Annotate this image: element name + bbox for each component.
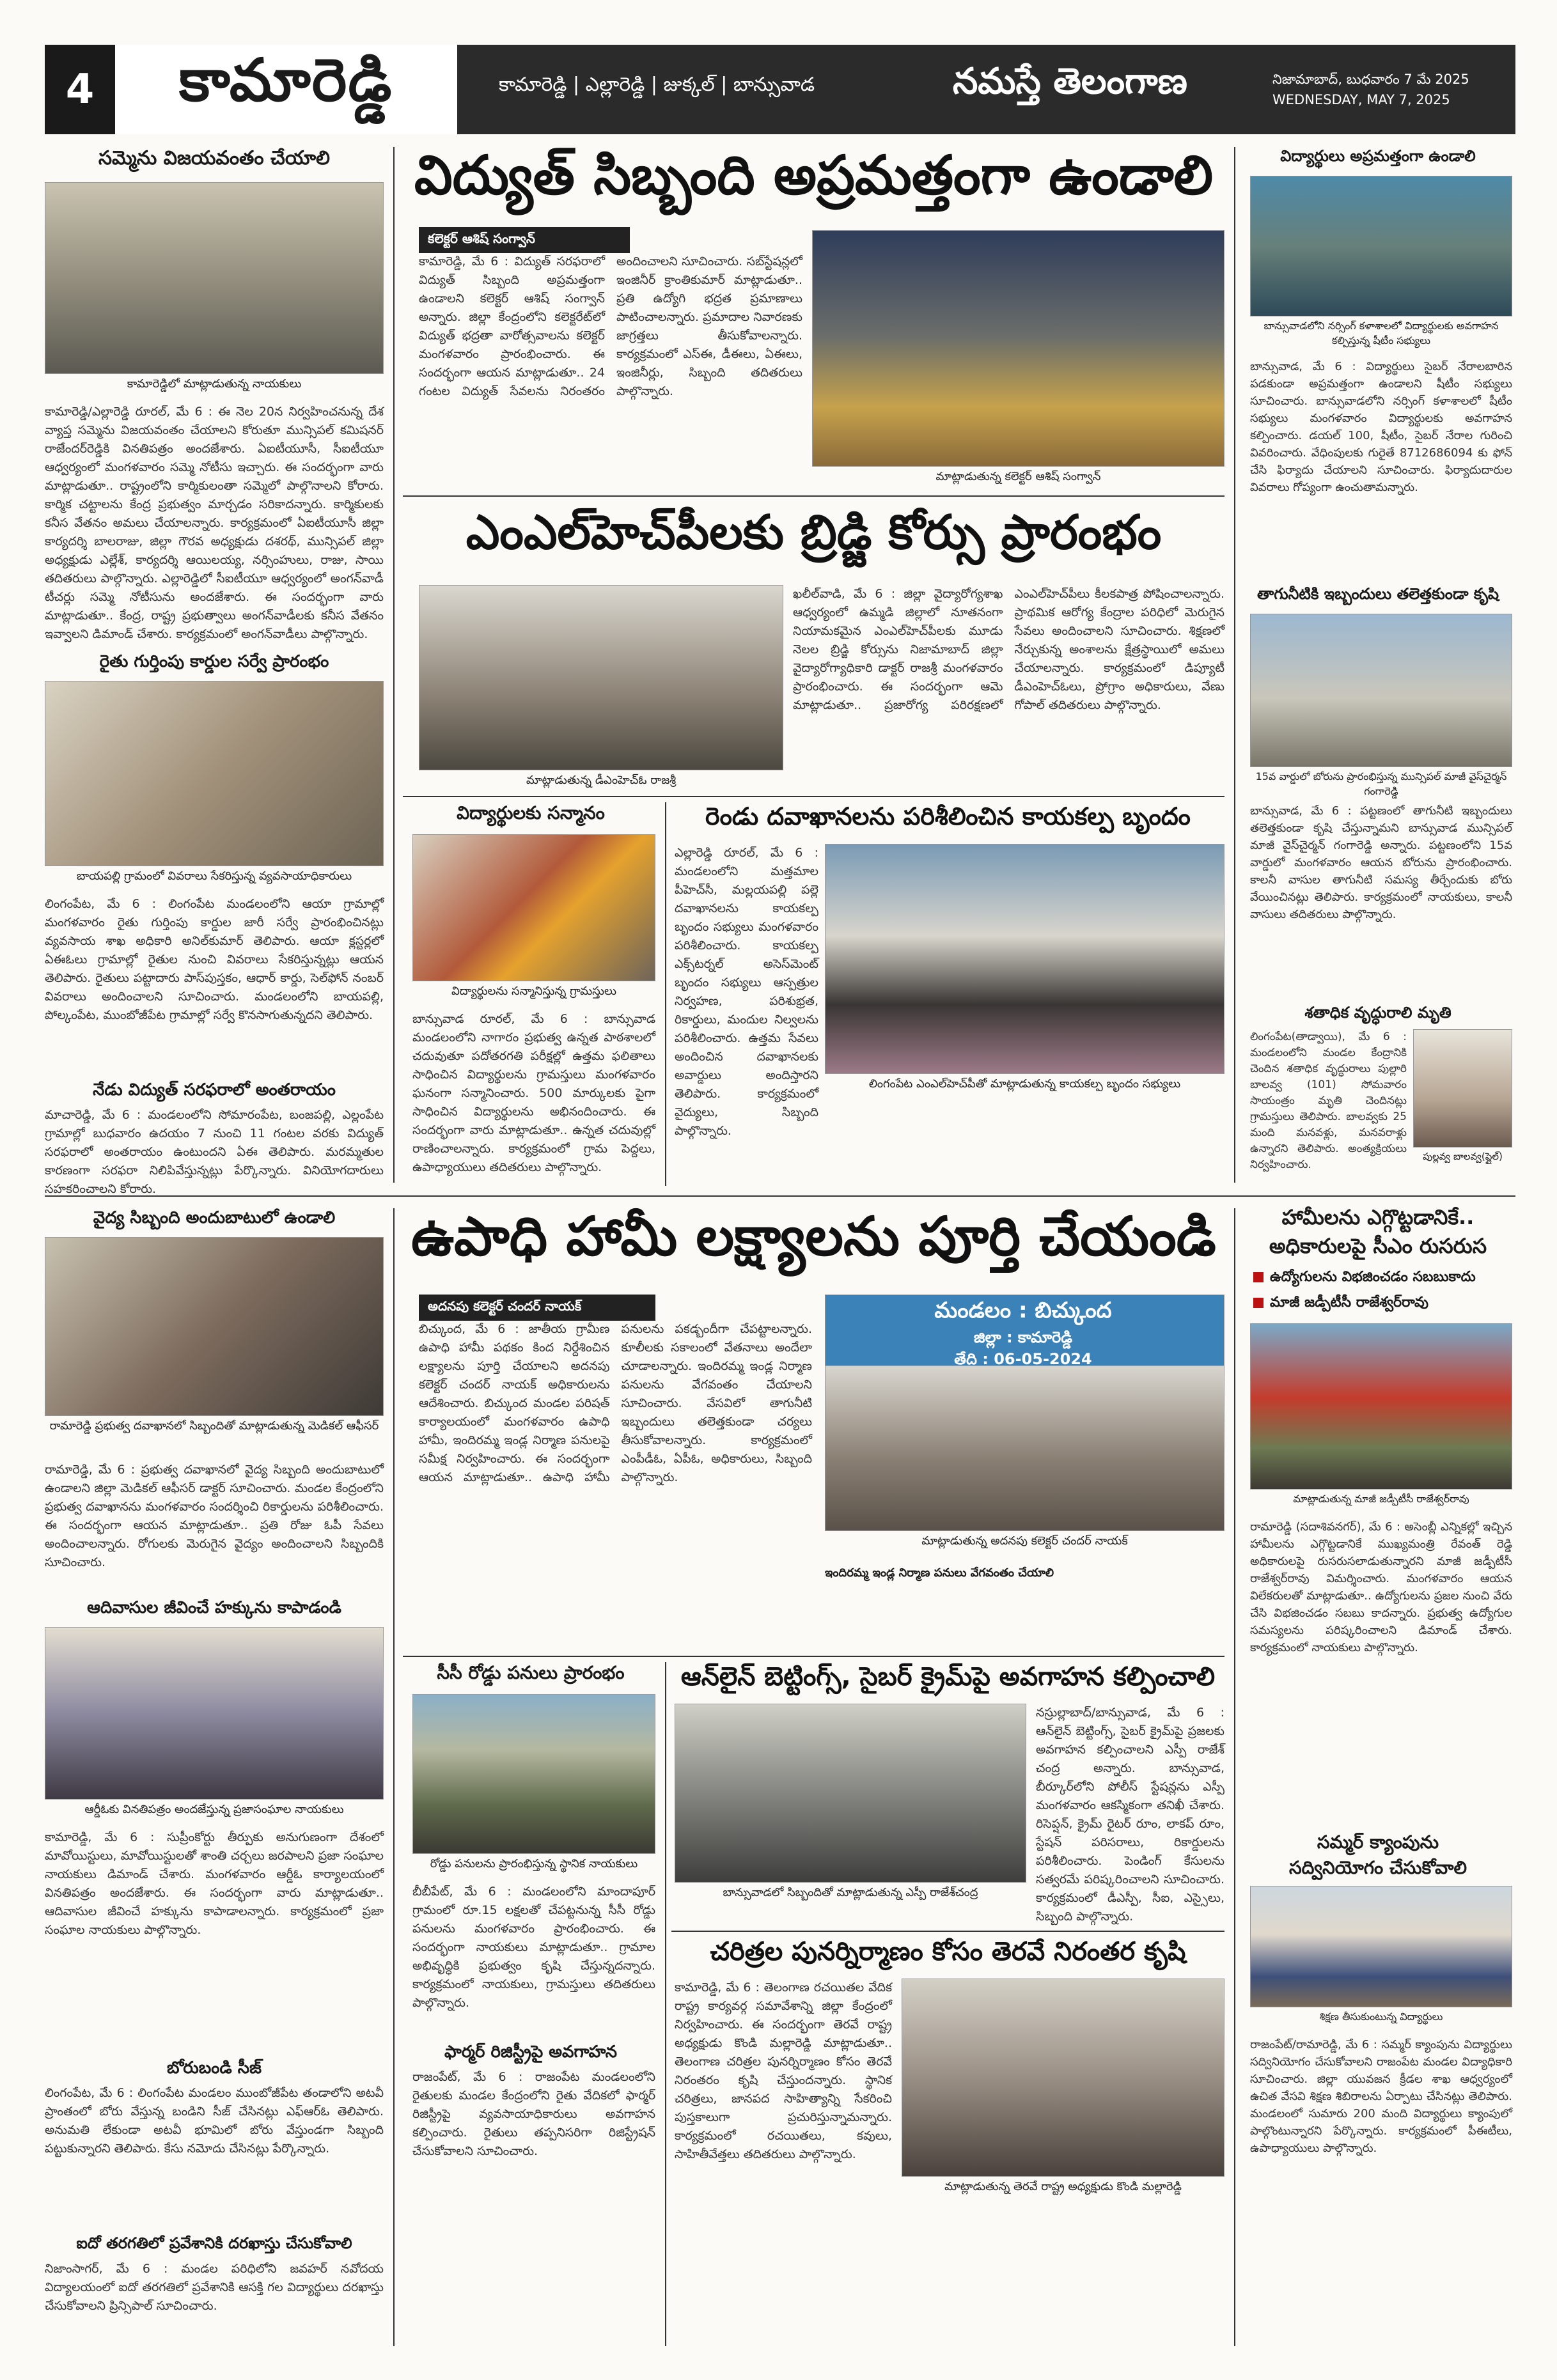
date-te: నిజామాబాద్, బుధవారం 7 మే 2025: [1272, 72, 1469, 87]
story-photo: [825, 844, 1224, 1074]
photo-caption: రామారెడ్డి ప్రభుత్వ దవాఖానలో సిబ్బందితో మాట్లాడుతున్న మెడికల్ ఆఫీసర్: [49, 1419, 379, 1433]
story-body: నస్రుల్లాబాద్/బాన్సువాడ, మే 6 : ఆన్‌లైన్ బెట్టింగ్స్, సైబర్ క్రైమ్‌పై ప్రజలకు అవగాహన కల్పించాలని ఎస్పీ రాజేశ్ చంద్ర అన్నారు. బాన్సువాడ, బీర్కూర్‌లోని పోలీస్ స్టేషన్లను ఎస్పీ మంగళవారం ఆకస్మికంగా తనిఖీ చేశారు. రిసెప్షన్, క్రైమ్ రైటర్ రూం, లాకప్ రూం, స్టేషన్ పరిసరాలు, రికార్డులను పరిశీలించారు. పెండింగ్ కేసులను సత్వరమే పరిష్కరించాలని సూచించారు. కార్యక్రమంలో డీఎస్పీ, సీఐ, ఎస్సైలు, సిబ్బంది పాల్గొన్నారు.: [1036, 1706, 1224, 1924]
bullet-text: మాజీ జడ్పీటీసీ రాజేశ్వర్‌రావు: [1270, 1295, 1428, 1311]
photo-caption: ఆర్డీఓకు వినతిపత్రం అందజేస్తున్న ప్రజాసంఘాల నాయకులు: [84, 1803, 344, 1816]
story-photo: [412, 1694, 655, 1854]
story-body: ఖలీల్‌వాడి, మే 6 : జిల్లా వైద్యారోగ్యశాఖ ఆధ్వర్యంలో ఉమ్మడి జిల్లాలో నూతనంగా నియామకమైన ఎంఎల్‌హెచ్‌పీలకు మూడు నెలల బ్రిడ్జి కోర్సును నిజామాబాద్ జిల్లా వైద్యారోగ్యాధికారి డాక్టర్ రాజశ్రీ మంగళవారం ప్రారంభించారు. ఈ సందర్భంగా ఆమె మాట్లాడుతూ.. ప్రజారోగ్య పరిరక్షణలో ఎంఎల్‌హెచ్‌పీలు కీలకపాత్ర పోషించాలన్నారు. ప్రాథమిక ఆరోగ్య కేంద్రాల పరిధిలో మెరుగైన సేవలు అందించాలని సూచించారు. శిక్షణలో నేర్చుకున్న అంశాలను క్షేత్రస్థాయిలో అమలు చేయాలన్నారు. కార్యక్రమంలో డిప్యూటీ డీఎంహెచ్‌ఓలు, ప్రోగ్రాం అధికారులు, వేణు గోపాల్ తదితరులు పాల్గొన్నారు.: [793, 587, 1224, 712]
story-body: రామారెడ్డి, మే 6 : ప్రభుత్వ దవాఖానలో వైద్య సిబ్బంది అందుబాటులో ఉండాలని జిల్లా మెడికల్ ఆఫీసర్ డాక్టర్ సూచించారు. మండల కేంద్రంలోని ప్రభుత్వ దవాఖానను మంగళవారం సందర్శించి రికార్డులను పరిశీలించారు. ఈ సందర్భంగా ఆయన మాట్లాడుతూ.. ప్రతి రోజు ఓపీ సేవలు అందించాలన్నారు. రోగులకు మెరుగైన వైద్యం అందించాలని సిబ్బందికి సూచించారు.: [45, 1463, 384, 1569]
subsections: కామారెడ్డి | ఎల్లారెడ్డి | జుక్కల్ | బాన్సువాడ: [499, 74, 815, 96]
story-body: బీబీపేట్, మే 6 : మండలంలోని మాందాపూర్ గ్రామంలో రూ.15 లక్షలతో చేపట్టనున్న సీసీ రోడ్డు పనులను మంగళవారం ప్రారంభించారు. ఈ సందర్భంగా నాయకులు మాట్లాడుతూ.. గ్రామాల అభివృద్ధికి ప్రభుత్వం కృషి చేస్తున్నదన్నారు. కార్యక్రమంలో నాయకులు, గ్రామస్తులు తదితరులు పాల్గొన్నారు.: [412, 1885, 655, 2010]
byline: అదనపు కలెక్టర్ చందర్ నాయక్: [419, 1295, 655, 1321]
story-photo: [45, 681, 384, 866]
story-subhead: ఇందిరమ్మ ఇండ్ల నిర్మాణ పనులు వేగవంతం చేయాలి: [825, 1566, 1054, 1580]
story-bullet: [1253, 1295, 1515, 1314]
lead-headline: విద్యుత్ సిబ్బంది అప్రమత్తంగా ఉండాలి: [414, 144, 1214, 206]
story-body: బాన్సువాడ, మే 6 : విద్యార్థులు సైబర్ నేరాలబారిన పడకుండా అప్రమత్తంగా ఉండాలని షీటీం సభ్యులు సూచించారు. బాన్సువాడలోని నర్సింగ్ కళాశాలలో షీటీం సభ్యులు మంగళవారం విద్యార్థులకు అవగాహన కల్పించారు. డయల్ 100, షీటీం, సైబర్ నేరాల గురించి వివరించారు. వేధింపులకు గురైతే 8712686094 కు ఫోన్ చేసి ఫిర్యాదు చేయాలని సూచించారు. ఫిర్యాదుదారుల వివరాలు గోప్యంగా ఉంచుతామన్నారు.: [1250, 360, 1512, 494]
section-title: కామారెడ్డి: [179, 46, 393, 114]
story-title: నేడు విద్యుత్ సరఫరాలో అంతరాయం: [93, 1080, 336, 1100]
story-photo: [45, 1237, 384, 1416]
story-headline: రెండు దవాఖానలను పరిశీలించిన కాయకల్ప బృందం: [705, 802, 1191, 830]
column-rule: [1234, 1208, 1235, 2346]
brand-logo: నమస్తే తెలంగాణ: [953, 61, 1187, 102]
photo-caption: మాట్లాడుతున్న అదనపు కలెక్టర్ చందర్ నాయక్: [921, 1534, 1128, 1548]
photo-caption: బాన్సువాడలో సిబ్బందితో మాట్లాడుతున్న ఎస్పీ రాజేశ్‌చంద్ర: [723, 1886, 978, 1899]
story-photo: [1250, 1323, 1512, 1489]
story-headline: చరిత్రల పునర్నిర్మాణం కోసం తెరవే నిరంతర కృషి: [710, 1937, 1186, 1966]
story-title: అధికారులపై సీఎం రుసరుస: [1269, 1234, 1487, 1258]
story-photo: [1250, 614, 1512, 767]
story-title: బోరుబండి సీజ్: [166, 2058, 262, 2078]
story-photo: [45, 182, 384, 374]
story-title: ఆదివాసుల జీవించే హక్కును కాపాడండి: [87, 1598, 341, 1617]
story-rule: [403, 1656, 1224, 1657]
photo-caption: మాట్లాడుతున్న డీఎంహెచ్‌ఓ రాజశ్రీ: [526, 774, 677, 787]
story-body: రాజంపేట్/రామారెడ్డి, మే 6 : సమ్మర్ క్యాంపును విద్యార్థులు సద్వినియోగం చేసుకోవాలని రాజంపేట మండల విద్యాధికారి సూచించారు. జిల్లా యువజన క్రీడల శాఖ ఆధ్వర్యంలో ఉచిత వేసవి శిక్షణ శిబిరాలను ఏర్పాటు చేసినట్లు తెలిపారు. మండలంలో సుమారు 200 మంది విద్యార్థులు క్యాంపులో పాల్గొంటున్నారని పేర్కొన్నారు. కార్యక్రమంలో పీఈటీలు, ఉపాధ్యాయులు పాల్గొన్నారు.: [1250, 2038, 1512, 2155]
story-rule: [403, 495, 1224, 497]
story-body: రామారెడ్డి (సదాశివనగర్), మే 6 : అసెంబ్లీ ఎన్నికల్లో ఇచ్చిన హామీలను ఎగ్గొట్టడానికే ముఖ్యమంత్రి రేవంత్ రెడ్డి అధికారులపై రుసరుసలాడుతున్నారని మాజీ జడ్పీటీసీ రాజేశ్వర్‌రావు విమర్శించారు. మంగళవారం ఆయన విలేకరులతో మాట్లాడుతూ.. ఉద్యోగులను ప్రజల నుంచి వేరు చేసి విభజించడం సబబు కాదన్నారు. ప్రభుత్వ ఉద్యోగుల సమస్యలను పరిష్కరించాలని డిమాండ్ చేశారు. కార్యక్రమంలో నాయకులు పాల్గొన్నారు.: [1250, 1520, 1512, 1654]
story-title: రైతు గుర్తింపు కార్డుల సర్వే ప్రారంభం: [99, 652, 329, 671]
photo-caption: రోడ్డు పనులను ప్రారంభిస్తున్న స్థానిక నాయకులు: [430, 1857, 638, 1871]
photo-caption: బాన్సువాడలోని నర్సింగ్ కళాశాలలో విద్యార్థులకు అవగాహన కల్పిస్తున్న షీటీం సభ్యులు: [1264, 320, 1499, 346]
story-title: ఐదో తరగతిలో ప్రవేశానికి దరఖాస్తు చేసుకోవాలి: [76, 2234, 352, 2252]
story-body: కామారెడ్డి, మే 6 : విద్యుత్ సరఫరాలో విద్యుత్ సిబ్బంది అప్రమత్తంగా ఉండాలని కలెక్టర్ ఆశిష్ సంగ్వాన్ అన్నారు. జిల్లా కేంద్రంలోని కలెక్టరేట్‌లో విద్యుత్ భద్రతా వారోత్సవాలను కలెక్టర్ మంగళవారం ప్రారంభించారు. ఈ సందర్భంగా ఆయన మాట్లాడుతూ.. 24 గంటల విద్యుత్ సేవలను నిరంతరం అందించాలని సూచించారు. సబ్‌స్టేషన్లలో ఇంజినీర్ క్రాంతికుమార్ మాట్లాడుతూ.. ప్రతి ఉద్యోగి భద్రత ప్రమాణాలు పాటించాలన్నారు. ప్రమాదాల నివారణకు జాగ్రత్తలు తీసుకోవాలన్నారు. కార్యక్రమంలో ఎస్‌ఈ, డీఈలు, ఏఈలు, ఇంజినీర్లు, సిబ్బంది తదితరులు పాల్గొన్నారు.: [419, 254, 802, 398]
story-photo: [1250, 1886, 1512, 2007]
bullet-marker: [1253, 1298, 1264, 1308]
story-title: వైద్య సిబ్బంది అందుబాటులో ఉండాలి: [93, 1208, 336, 1227]
story-body: లింగంపేట, మే 6 : లింగంపేట మండలం ముంబోజీపేట తండాలోని అటవీ ప్రాంతంలో బోరు వేస్తున్న బండిని సీజ్ చేసినట్లు ఎఫ్‌ఆర్‌ఓ తెలిపారు. అనుమతి లేకుండా అటవీ భూమిలో బోరు వేస్తుండగా సిబ్బంది పట్టుకున్నారని తెలిపారు. కేసు నమోదు చేసినట్లు పేర్కొన్నారు.: [45, 2086, 384, 2156]
photo-caption: కామారెడ్డిలో మాట్లాడుతున్న నాయకులు: [127, 377, 302, 391]
photo-caption: శిక్షణ తీసుకుంటున్న విద్యార్థులు: [1319, 2011, 1443, 2023]
story-body: లింగంపేట(తాడ్వాయి), మే 6 : మండలంలోని మండల కేంద్రానికి చెందిన శతాధిక వృద్ధురాలు పుల్లారి బాలవ్వ (101) సోమవారం సాయంత్రం మృతి చెందినట్లు గ్రామస్తులు తెలిపారు. బాలవ్వకు 25 మంది మనవళ్లు, మనవరాళ్లు ఉన్నారని తెలిపారు. అంత్యక్రియలు నిర్వహించారు.: [1250, 1031, 1407, 1171]
story-title: హామీలను ఎగ్గొట్టడానికే..: [1281, 1205, 1475, 1229]
story-photo: [675, 1704, 1026, 1883]
date-en: WEDNESDAY, MAY 7, 2025: [1272, 92, 1450, 107]
story-title: తాగునీటికి ఇబ్బందులు తలెత్తకుండా కృషి: [1256, 585, 1499, 603]
story-photo: [412, 834, 655, 981]
story-headline: ఉపాధి హామీ లక్ష్యాలను పూర్తి చేయండి: [411, 1205, 1216, 1268]
story-photo: [1250, 176, 1512, 316]
portrait-photo: [1413, 1029, 1512, 1147]
story-title: శతాధిక వృద్ధురాలి మృతి: [1304, 1004, 1451, 1022]
column-rule: [393, 147, 395, 1183]
story-title: సమ్మెను విజయవంతం చేయాలి: [98, 147, 331, 169]
bullet-text: ఉద్యోగులను విభజించడం సబబుకాదు: [1270, 1269, 1476, 1285]
photo-caption: మాట్లాడుతున్న మాజీ జడ్పీటీసీ రాజేశ్వర్‌రావు: [1293, 1493, 1469, 1505]
story-bullet: [1253, 1269, 1515, 1288]
story-title: సీసీ రోడ్డు పనులు ప్రారంభం: [437, 1662, 625, 1683]
column-rule: [1234, 147, 1235, 1183]
story-body: కామారెడ్డి/ఎల్లారెడ్డి రూరల్, మే 6 : ఈ నెల 20న నిర్వహించనున్న దేశ వ్యాప్త సమ్మెను విజయవంతం చేయాలని కోరుతూ మున్సిపల్ కమిషనర్ రాజేందర్‌రెడ్డికి వినతిపత్రం అందజేశారు. ఏఐటీయూసీ, సీఐటీయూ ఆధ్వర్యంలో మంగళవారం సమ్మె నోటీసు ఇచ్చారు. ఈ సందర్భంగా వారు మాట్లాడుతూ.. రాష్ట్రంలోని కార్మికులంతా సమ్మెలో పాల్గొనాలని కోరారు. కార్మిక చట్టాలను కేంద్ర ప్రభుత్వం మార్చడం సరికాదన్నారు. కార్మికులకు కనీస వేతనం అమలు చేయాలన్నారు. కార్యక్రమంలో ఏఐటీయూసీ జిల్లా కార్యదర్శి బాలరాజు, జిల్లా గౌరవ అధ్యక్షుడు దశరథ్, మున్సిపల్ జిల్లా అధ్యక్షుడు ఎల్లేశ్, కార్యదర్శి ఆయిలయ్య, నర్సింహులు, రాజు, సాయి తదితరులు పాల్గొన్నారు. ఎల్లారెడ్డిలో సీఐటీయూ ఆధ్వర్యంలో అంగన్‌వాడీ టీచర్లు సమ్మె నోటీసును అందజేశారు. ఈ సందర్భంగా వారు మాట్లాడుతూ.. కేంద్ర, రాష్ట్ర ప్రభుత్వాలు అంగన్‌వాడీలకు కనీస వేతనం ఇవ్వాలని డిమాండ్ చేశారు. కార్యక్రమంలో అంగన్‌వాడీలు పాల్గొన్నారు.: [45, 405, 384, 641]
column-rule: [665, 802, 666, 1186]
story-title: సద్వినియోగం చేసుకోవాలి: [1289, 1857, 1467, 1878]
byline: కలెక్టర్ ఆశిష్ సంగ్వాన్: [419, 227, 630, 253]
story-headline: ఆన్‌లైన్ బెట్టింగ్స్, సైబర్ క్రైమ్‌పై అవగాహన కల్పించాలి: [680, 1662, 1216, 1692]
photo-caption: మాట్లాడుతున్న కలెక్టర్ ఆశిష్ సంగ్వాన్: [935, 470, 1101, 483]
section-rule: [45, 1195, 1515, 1197]
story-title: విద్యార్థులు అప్రమత్తంగా ఉండాలి: [1280, 147, 1476, 165]
story-photo: [902, 1979, 1224, 2177]
story-title: విద్యార్థులకు సన్మానం: [457, 802, 605, 823]
story-body: నిజాంసాగర్, మే 6 : మండల పరిధిలోని జవహర్ నవోదయ విద్యాలయంలో ఐదో తరగతిలో ప్రవేశానికి ఆసక్తి గల విద్యార్థులు దరఖాస్తు చేసుకోవాలని ప్రిన్సిపాల్ సూచించారు.: [45, 2262, 384, 2313]
column-rule: [665, 1662, 666, 2346]
story-body: కామారెడ్డి, మే 6 : తెలంగాణ రచయితల వేదిక రాష్ట్ర కార్యవర్గ సమావేశాన్ని జిల్లా కేంద్రంలో నిర్వహించారు. ఈ సందర్భంగా తెరవే రాష్ట్ర అధ్యక్షుడు కొండి మల్లారెడ్డి మాట్లాడుతూ.. తెలంగాణ చరిత్రల పునర్నిర్మాణం కోసం తెరవే నిరంతరం కృషి చేస్తుందన్నారు. స్థానిక చరిత్రలు, జానపద సాహిత్యాన్ని సేకరించి పుస్తకాలుగా ప్రచురిస్తున్నామన్నారు. కార్యక్రమంలో రచయితలు, కవులు, సాహితీవేత్తలు తదితరులు పాల్గొన్నారు.: [675, 1980, 892, 2161]
page-number: 4: [45, 45, 115, 134]
column-rule: [393, 1208, 395, 2346]
story-rule: [671, 1931, 1224, 1932]
photo-caption: 15వ వార్డులో బోరును ప్రారంభిస్తున్న మున్సిపల్ మాజీ వైస్‌చైర్మన్ గంగారెడ్డి: [1255, 770, 1507, 797]
story-body: ఎల్లారెడ్డి రూరల్, మే 6 : మండలంలోని మత్తమాల పీహెచ్‌సీ, మల్లయపల్లి పల్లె దవాఖానలను కాయకల్ప బృందం సభ్యులు మంగళవారం పరిశీలించారు. కాయకల్ప ఎక్స్‌టర్నల్ అసెస్‌మెంట్ బృందం సభ్యులు ఆస్పత్రుల నిర్వహణ, పరిశుభ్రత, రికార్డులు, మందుల నిల్వలను పరిశీలించారు. ఉత్తమ సేవలు అందించిన దవాఖానలకు అవార్డులు అందిస్తారని తెలిపారు. కార్యక్రమంలో వైద్యులు, సిబ్బంది పాల్గొన్నారు.: [675, 846, 818, 1138]
story-photo: [812, 230, 1224, 467]
story-rule: [403, 796, 1224, 797]
banner-mandal: మండలం : బిచ్కుంద: [934, 1298, 1112, 1323]
story-body: బాన్సువాడ రూరల్, మే 6 : బాన్సువాడ మండలంలోని నాగారం ప్రభుత్వ ఉన్నత పాఠశాలలో చదువుతూ పదోతరగతి పరీక్షల్లో ఉత్తమ ఫలితాలు సాధించిన విద్యార్థులను గ్రామస్తులు మంగళవారం ఘనంగా సన్మానించారు. 500 మార్కులకు పైగా సాధించిన విద్యార్థులను అభినందించారు. ఈ సందర్భంగా వారు మాట్లాడుతూ.. ఉన్నత చదువుల్లో రాణించాలన్నారు. కార్యక్రమంలో గ్రామ పెద్దలు, ఉపాధ్యాయులు తదితరులు పాల్గొన్నారు.: [412, 1012, 655, 1174]
story-body: మాచారెడ్డి, మే 6 : మండలంలోని సోమారంపేట, బంజపల్లి, ఎల్లంపేట గ్రామాల్లో బుధవారం ఉదయం 7 నుంచి 11 గంటల వరకు విద్యుత్ సరఫరాలో అంతరాయం ఉంటుందని ఏఈ తెలిపారు. మరమ్మతుల కారణంగా సరఫరా నిలిపివేస్తున్నట్లు పేర్కొన్నారు. వినియోగదారులు సహకరించాలని కోరారు.: [45, 1108, 384, 1196]
photo-caption: బాయపల్లి గ్రామంలో వివరాలు సేకరిస్తున్న వ్యవసాయాధికారులు: [76, 869, 352, 883]
meeting-banner: [838, 1298, 1209, 1372]
story-photo: [45, 1627, 384, 1800]
bullet-marker: [1253, 1272, 1264, 1282]
story-body: రాజంపేట్, మే 6 : రాజంపేట మండలంలోని రైతులకు మండల కేంద్రంలోని రైతు వేదికలో ఫార్మర్ రిజిస్ట్రీపై వ్యవసాయాధికారులు అవగాహన కల్పించారు. రైతులు తప్పనిసరిగా రిజిస్ట్రేషన్ చేసుకోవాలని సూచించారు.: [412, 2070, 655, 2158]
story-body: లింగంపేట, మే 6 : లింగంపేట మండలంలోని ఆయా గ్రామాల్లో మంగళవారం రైతు గుర్తింపు కార్డుల జారీ సర్వే ప్రారంభించినట్లు వ్యవసాయ శాఖ అధికారి అనిల్‌కుమార్ తెలిపారు. ఆయా క్లస్టర్లలో ఏఈఓలు గ్రామాల్లో రైతుల నుంచి వివరాలు సేకరిస్తున్నట్లు ఆయన తెలిపారు. రైతులు పట్టాదారు పాస్‌పుస్తకం, ఆధార్ కార్డు, సెల్‌ఫోన్ నంబర్ వివరాలు అందించాలని సూచించారు. మండలంలోని బాయపల్లి, పోల్కంపేట, ముంబోజీపేట గ్రామాల్లో సర్వే కొనసాగుతున్నదని తెలిపారు.: [45, 897, 384, 1022]
story-title: ఫార్మర్ రిజిస్ట్రీపై అవగాహన: [444, 2042, 617, 2062]
story-body: బాన్సువాడ, మే 6 : పట్టణంలో తాగునీటి ఇబ్బందులు తలెత్తకుండా కృషి చేస్తున్నామని బాన్సువాడ మున్సిపల్ మాజీ వైస్‌చైర్మన్ గంగారెడ్డి అన్నారు. పట్టణంలోని 15వ వార్డులో మంగళవారం ఆయన బోరును ప్రారంభించారు. కాలనీ వాసుల తాగునీటి సమస్య తీర్చేందుకు బోరు వేయించినట్లు తెలిపారు. కార్యక్రమంలో నాయకులు, కాలనీ వాసులు తదితరులు పాల్గొన్నారు.: [1250, 804, 1512, 921]
banner-date: తేది : 06-05-2024: [954, 1350, 1092, 1368]
photo-caption: లింగంపేట ఎంఎల్‌హెచ్‌పీతో మాట్లాడుతున్న కాయకల్ప బృందం సభ్యులు: [868, 1077, 1181, 1091]
photo-caption: పుల్లవ్వ బాలవ్వ(ప్లైల్): [1423, 1151, 1503, 1162]
photo-caption: విద్యార్థులను సన్మానిస్తున్న గ్రామస్తులు: [451, 984, 617, 998]
story-headline: ఎంఎల్‌హెచ్‌పీలకు బ్రిడ్జి కోర్సు ప్రారంభం: [466, 505, 1162, 560]
dateline: [1272, 69, 1469, 110]
story-photo: [419, 585, 783, 770]
story-title: సమ్మర్ క్యాంపును: [1317, 1832, 1439, 1853]
photo-caption: మాట్లాడుతున్న తెరవే రాష్ట్ర అధ్యక్షుడు కొండి మల్లారెడ్డి: [944, 2180, 1182, 2193]
story-body: బిచ్కుంద, మే 6 : జాతీయ గ్రామీణ ఉపాధి హామీ పథకం కింద నిర్దేశించిన లక్ష్యాలను పూర్తి చేయాలని అదనపు కలెక్టర్ చందర్ నాయక్ అధికారులను ఆదేశించారు. బిచ్కుంద మండల పరిషత్ కార్యాలయంలో మంగళవారం ఉపాధి హామీ, ఇందిరమ్మ ఇండ్ల నిర్మాణ పనులపై సమీక్ష నిర్వహించారు. ఈ సందర్భంగా ఆయన మాట్లాడుతూ.. ఉపాధి హామీ పనులను పకడ్బందీగా చేపట్టాలన్నారు. కూలీలకు సకాలంలో వేతనాలు అందేలా చూడాలన్నారు. ఇందిరమ్మ ఇండ్ల నిర్మాణ పనులను వేగవంతం చేయాలని సూచించారు. వేసవిలో తాగునీటి ఇబ్బందులు తలెత్తకుండా చర్యలు తీసుకోవాలన్నారు. కార్యక్రమంలో ఎంపీడీఓ, ఏపీఓ, అధికారులు, సిబ్బంది పాల్గొన్నారు.: [419, 1322, 812, 1484]
banner-district: జిల్లా : కామారెడ్డి: [973, 1328, 1073, 1346]
story-body: కామారెడ్డి, మే 6 : సుప్రీంకోర్టు తీర్పుకు అనుగుణంగా దేశంలో మావోయిస్టులు, మావోయిస్టులతో శాంతి చర్చలు జరపాలని ప్రజా సంఘాల నాయకులు డిమాండ్ చేశారు. మంగళవారం ఆర్డీఓ కార్యాలయంలో వినతిపత్రం అందజేశారు. ఈ సందర్భంగా వారు మాట్లాడుతూ.. ఆదివాసుల జీవించే హక్కును కాపాడాలన్నారు. కార్యక్రమంలో ప్రజా సంఘాల నాయకులు పాల్గొన్నారు.: [45, 1830, 384, 1937]
